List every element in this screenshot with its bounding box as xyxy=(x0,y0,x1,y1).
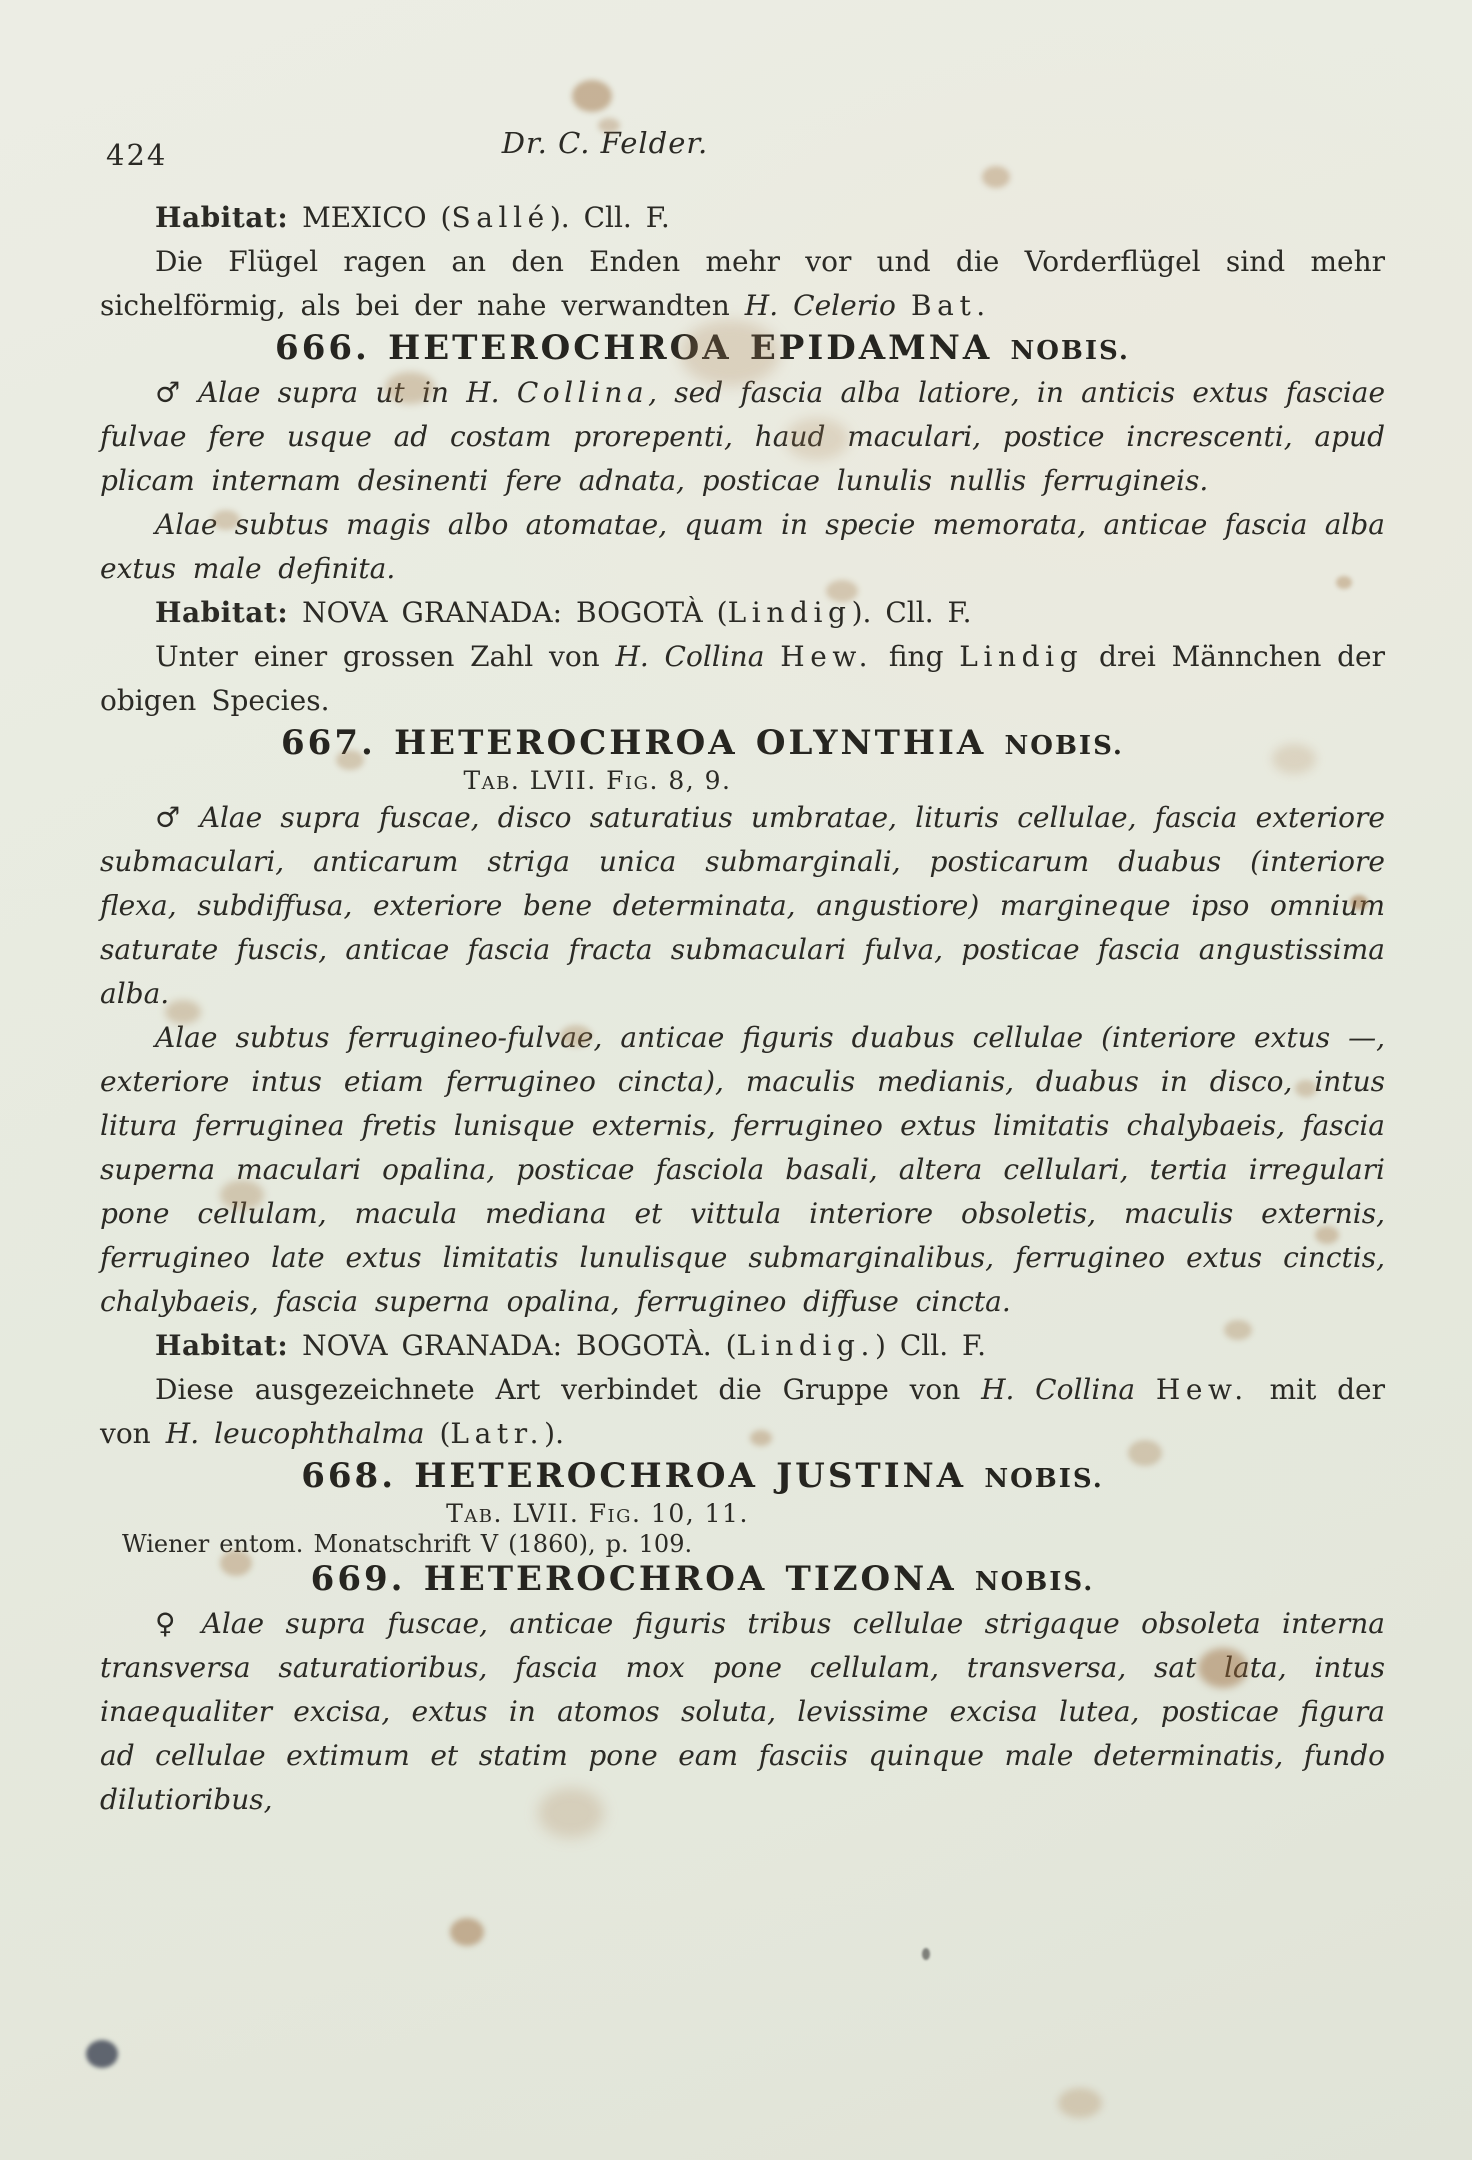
paragraph-german-fluegel xyxy=(100,240,1385,328)
species-heading-669 xyxy=(60,1559,1345,1602)
species-author: NOBIS. xyxy=(1010,336,1130,366)
text-segment: H. Collina xyxy=(615,640,765,673)
species-number: 666. xyxy=(275,328,370,368)
species-heading-667 xyxy=(60,723,1345,766)
species-author: NOBIS. xyxy=(974,1567,1095,1597)
text-segment: Diese ausgezeichnete Art verbindet die Gruppe von xyxy=(155,1373,982,1406)
species-heading-668 xyxy=(60,1456,1345,1499)
text-segment: ♂ xyxy=(155,376,198,409)
ink-spot xyxy=(922,1948,930,1960)
species-name: HETEROCHROA JUSTINA xyxy=(414,1456,967,1496)
paragraph-latin-666-a xyxy=(100,371,1385,503)
species-name: HETEROCHROA OLYNTHIA xyxy=(394,723,987,763)
habitat-line-mexico xyxy=(100,196,1385,240)
text-segment: ). Cll. F. xyxy=(851,596,972,629)
text-segment: Alae supra fuscae, disco saturatius umbratae, lituris cellulae, fascia exteriore submaculari, anticarum striga unica submarginali, posticarum duabus (interiore flexa, subdiffusa, exteriore bene determinata, angustiore) margineque ipso omnium saturate fuscis, anticae fascia fracta submaculari fulva, posticae fascia angustissima alba. xyxy=(100,801,1385,1010)
foxing-stain xyxy=(1058,2088,1102,2118)
text-segment: Collina xyxy=(516,376,649,409)
text-segment xyxy=(764,640,780,673)
text-segment: , sed fascia alba latiore, in anticis extus fasciae fulvae fere usque ad costam prorepenti, haud maculari, postice increscenti, apud plicam internam desinenti fere adnata, posticae lunulis nullis ferrugineis. xyxy=(100,376,1386,497)
text-segment: H. leucophthalma xyxy=(165,1417,425,1450)
text-segment: drei Männchen der obigen Species. xyxy=(100,640,1385,717)
species-number: 669. xyxy=(310,1559,406,1599)
paragraph-latin-669 xyxy=(100,1602,1385,1822)
text-segment: ( xyxy=(424,1417,451,1450)
paragraph-latin-666-b xyxy=(100,503,1385,591)
text-segment: Lindig. xyxy=(736,1329,875,1362)
running-title: Dr. C. Felder. xyxy=(501,126,709,160)
species-author: NOBIS. xyxy=(984,1464,1104,1494)
text-segment: Sallé xyxy=(451,201,550,234)
species-name: HETEROCHROA TIZONA xyxy=(423,1559,957,1599)
paragraph-latin-667-b xyxy=(100,1016,1385,1324)
text-segment: Alae supra fuscae, anticae figuris tribus cellulae strigaque obsoleta interna transversa saturatioribus, fascia mox pone cellulam, transversa, sat lata, intus inaequaliter excisa, extus in atomos soluta, levissime excisa lutea, posticae figura ad cellulae extimum et statim pone eam fasciis quinque male determinatis, fundo dilutioribus, xyxy=(100,1607,1385,1816)
text-segment xyxy=(896,289,911,322)
text-segment: Habitat: xyxy=(155,596,289,629)
text-segment: Unter einer grossen Zahl von xyxy=(155,640,616,673)
plate-reference-667: Tab. LVII. Fig. 8, 9. xyxy=(463,766,732,795)
foxing-stain xyxy=(450,1918,484,1946)
text-segment: NOVA GRANADA: BOGOTÀ. ( xyxy=(288,1329,737,1362)
text-segment: NOVA GRANADA: BOGOTÀ ( xyxy=(288,596,728,629)
page-number: 424 xyxy=(106,138,168,172)
text-segment: Lindig xyxy=(727,596,852,629)
habitat-line-nova-granada-2 xyxy=(100,1324,1385,1368)
text-segment: H. Collina xyxy=(981,1373,1136,1406)
text-segment: fing xyxy=(873,640,960,673)
text-segment: ♂ xyxy=(155,801,200,834)
text-column xyxy=(100,196,1385,1822)
text-segment: ♀ xyxy=(155,1607,202,1640)
text-segment: ). xyxy=(544,1417,564,1450)
text-segment xyxy=(1135,1373,1156,1406)
text-segment: Habitat: xyxy=(155,1329,289,1362)
text-segment: Hew. xyxy=(780,640,874,673)
text-segment: Alae subtus ferrugineo-fulvae, anticae figuris duabus cellulae (interiore extus —, exteriore intus etiam ferrugineo cincta), maculis medianis, duabus in disco, intus litura ferruginea fretis lunisque externis, ferrugineo extus limitatis chalybaeis, fascia superna maculari opalina, posticae fasciola basali, altera cellulari, tertia irregulari pone cellulam, macula mediana et vittula interiore obsoletis, maculis externis, ferrugineo late extus limitatis lunulisque submarginalibus, ferrugineo extus cinctis, chalybaeis, fascia superna opalina, ferrugineo diffuse cincta. xyxy=(100,1021,1385,1318)
text-segment: ) Cll. F. xyxy=(875,1329,987,1362)
text-segment: Hew. xyxy=(1155,1373,1249,1406)
foxing-stain xyxy=(572,80,612,112)
text-segment: mit der von xyxy=(100,1373,1386,1450)
species-heading-666 xyxy=(60,328,1345,371)
text-segment: Die Flügel ragen an den Enden mehr vor und die Vorderflügel sind mehr sichelförmig, als bei der nahe verwandten xyxy=(100,245,1385,322)
plate-reference-668: Tab. LVII. Fig. 10, 11. xyxy=(446,1499,749,1528)
species-number: 668. xyxy=(301,1456,397,1496)
text-segment: ). Cll. F. xyxy=(549,201,670,234)
text-segment: Habitat: xyxy=(155,201,289,234)
text-segment: Alae subtus magis albo atomatae, quam in specie memorata, anticae fascia alba extus male definita. xyxy=(100,508,1385,585)
species-author: NOBIS. xyxy=(1004,731,1124,761)
paragraph-german-unter xyxy=(100,635,1385,723)
text-segment: H. Celerio xyxy=(744,289,896,322)
foxing-stain xyxy=(982,166,1010,188)
text-segment: Lindig xyxy=(959,640,1084,673)
paragraph-latin-667-a xyxy=(100,796,1385,1016)
text-segment: Alae supra ut in H. xyxy=(197,376,517,409)
species-name: HETEROCHROA EPIDAMNA xyxy=(388,328,993,368)
text-segment: Bat. xyxy=(910,289,991,322)
paragraph-german-diese xyxy=(100,1368,1385,1456)
species-number: 667. xyxy=(281,723,376,763)
text-segment: MEXICO ( xyxy=(288,201,452,234)
ink-spot xyxy=(86,2040,118,2068)
habitat-line-nova-granada-1 xyxy=(100,591,1385,635)
text-segment: Latr. xyxy=(450,1417,545,1450)
literature-reference-668: Wiener entom. Monatschrift V (1860), p. 109. xyxy=(122,1530,693,1558)
